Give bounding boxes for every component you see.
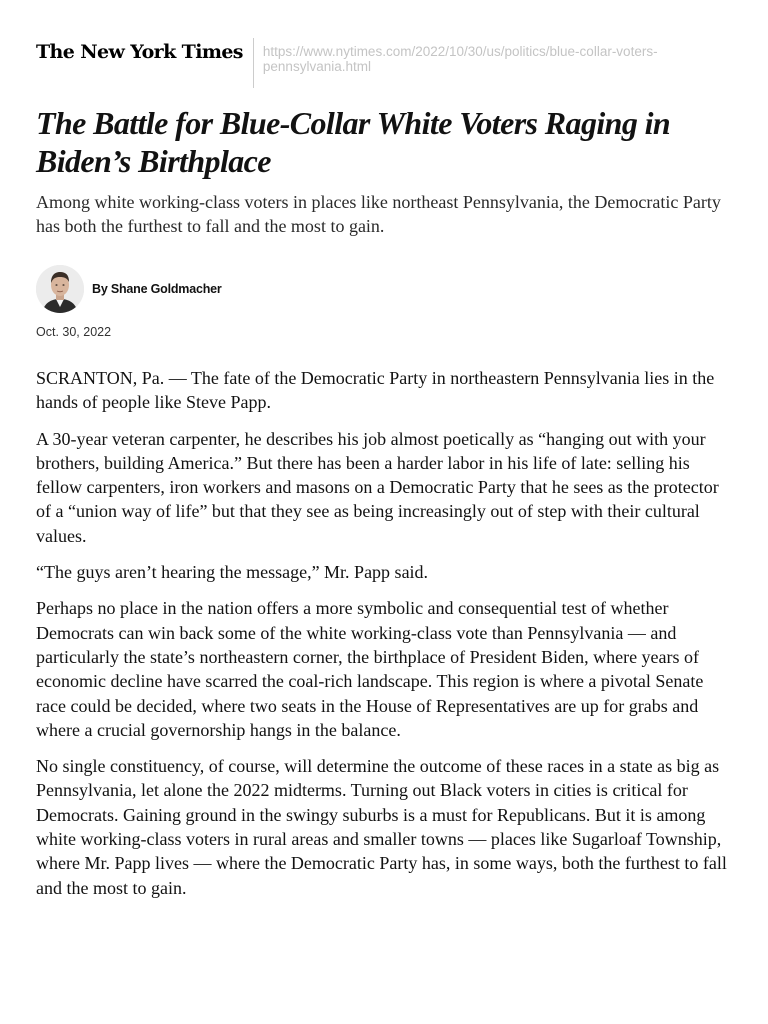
article-paragraph: A 30-year veteran carpenter, he describes his job almost poetically as “hanging out with your brothers, building America.” But there has been a harder labor in his life of late: selling his fellow carpenters, iron workers and masons on a Democratic Party that he sees as the protector of a “union way of life” but that they see as being increasingly out of step with their cultural values. bbox=[36, 428, 719, 546]
article-paragraph: “The guys aren’t hearing the message,” Mr. Papp said. bbox=[36, 562, 429, 583]
article-summary: Among white working-class voters in places like northeast Pennsylvania, the Democratic Party has both the furthest to fall and the most to gain. bbox=[36, 192, 721, 236]
article-body bbox=[36, 366, 736, 912]
article-paragraph: Perhaps no place in the nation offers a more symbolic and consequential test of whether Democrats can win back some of the white working-class vote than Pennsylvania — and particularly the state’s northeastern corner, the birthplace of President Biden, where years of economic decline have scarred the coal-rich landscape. This region is where a pivotal Senate race could be decided, where two seats in the House of Representatives are up for grabs and where a crucial governorship hangs in the balance. bbox=[36, 598, 704, 740]
author-portrait-icon bbox=[36, 265, 84, 313]
article-paragraph: No single constituency, of course, will determine the outcome of these races in a state as big as Pennsylvania, let alone the 2022 midterms. Turning out Black voters in cities is critical for Democrats. Gaining ground in the swingy suburbs is a must for Republicans. But it is among white working-class voters in rural areas and smaller towns — places like Sugarloaf Township, where Mr. Papp lives — where the Democratic Party has, in some ways, both the furthest to fall and the most to gain. bbox=[36, 756, 727, 898]
author-name[interactable]: By Shane Goldmacher bbox=[92, 282, 222, 296]
article-url[interactable]: https://www.nytimes.com/2022/10/30/us/politics/blue-collar-voters-pennsylvania.html bbox=[262, 44, 658, 74]
masthead bbox=[36, 38, 733, 88]
nyt-logo[interactable]: The New York Times bbox=[36, 41, 243, 63]
masthead-divider bbox=[253, 38, 254, 88]
article-headline: The Battle for Blue-Collar White Voters Raging in Biden’s Birthplace bbox=[36, 105, 671, 179]
author-avatar[interactable] bbox=[36, 265, 84, 313]
article-paragraph: SCRANTON, Pa. — The fate of the Democratic Party in northeastern Pennsylvania lies in the hands of people like Steve Papp. bbox=[36, 368, 715, 413]
byline bbox=[36, 265, 222, 313]
publish-date: Oct. 30, 2022 bbox=[36, 325, 112, 339]
